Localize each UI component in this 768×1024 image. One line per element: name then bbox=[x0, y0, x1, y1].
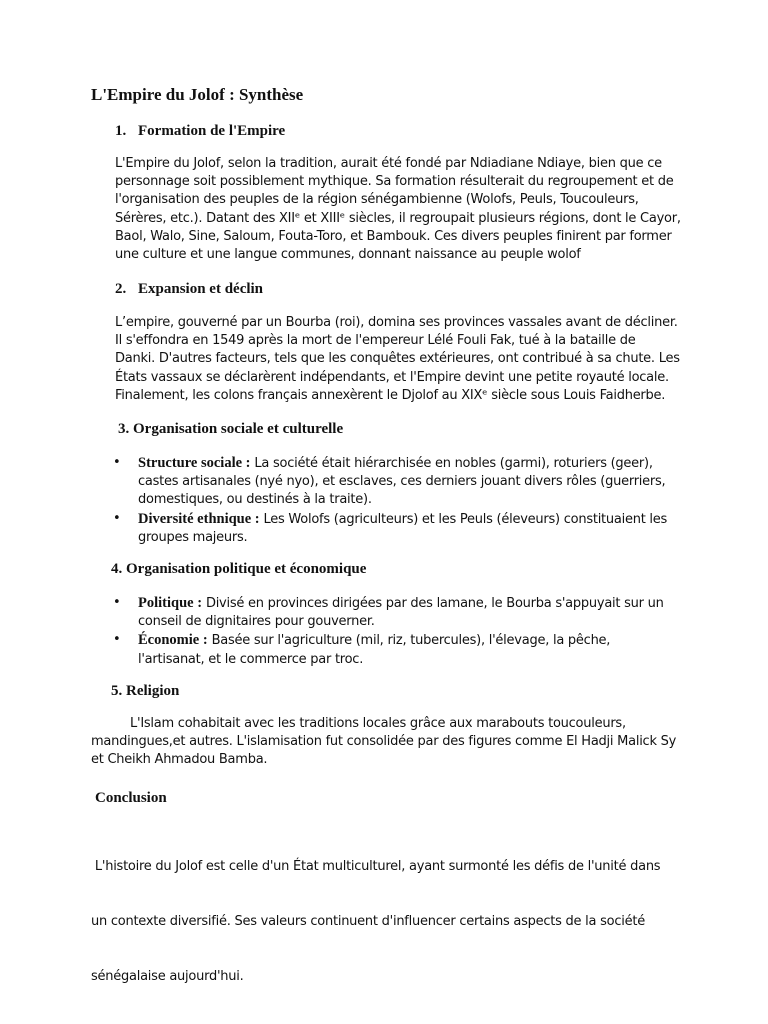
section-paragraph-expansion bbox=[115, 314, 680, 405]
paragraph-line: une culture et une langue communes, donnant naissance au peuple wolof bbox=[115, 247, 581, 263]
bullet-text: groupes majeurs. bbox=[138, 529, 248, 545]
section-paragraph-conclusion bbox=[91, 822, 660, 1022]
bullet-icon: • bbox=[113, 595, 121, 610]
bullet-text: Basée sur l'agriculture (mil, riz, tubercules), l'élevage, la pêche, bbox=[211, 633, 611, 649]
bullet-icon: • bbox=[113, 632, 121, 648]
section-paragraph-formation bbox=[115, 155, 681, 264]
bullet-text: La société était hiérarchisée en nobles (garmi), roturiers (geer), bbox=[254, 456, 653, 471]
bullet-text: l'artisanat, et le commerce par troc. bbox=[138, 651, 364, 667]
bullet-text: conseil de dignitaires pour gouverner. bbox=[138, 614, 375, 630]
bullet-text: domestiques, ou destinés à la traite). bbox=[138, 492, 372, 508]
paragraph-line: L'Empire du Jolof, selon la tradition, aurait été fondé par Ndiadiane Ndiaye, bien que ce bbox=[115, 156, 662, 171]
bullet-label: Structure sociale : bbox=[138, 455, 251, 471]
paragraph-line: Finalement, les colons français annexèrent le Djolof au XIXᵉ siècle sous Louis Faidherbe. bbox=[115, 387, 666, 403]
section-heading-politique: 4. Organisation politique et économique bbox=[111, 561, 367, 577]
paragraph-line: personnage soit possiblement mythique. Sa formation résulterait du regroupement et de bbox=[115, 174, 674, 190]
section-heading-religion: 5. Religion bbox=[111, 683, 180, 699]
bullet-list-social bbox=[113, 454, 713, 547]
section-paragraph-religion bbox=[91, 715, 676, 770]
bullet-text: Les Wolofs (agriculteurs) et les Peuls (éleveurs) constituaient les bbox=[263, 511, 668, 527]
section-heading-formation bbox=[115, 122, 285, 140]
bullet-list-politique bbox=[113, 594, 713, 669]
bullet-text: castes artisanales (nyé nyo), et esclaves, ces derniers jouant divers rôles (guerriers, bbox=[138, 474, 666, 490]
paragraph-line: États vassaux se déclarèrent indépendants, et l'Empire devint une petite royauté locale. bbox=[115, 369, 669, 385]
bullet-label: Diversité ethnique : bbox=[138, 510, 260, 527]
section-heading-social: 3. Organisation sociale et culturelle bbox=[118, 421, 344, 437]
bullet-icon: • bbox=[113, 510, 121, 526]
section-heading-text: Expansion et déclin bbox=[138, 281, 264, 297]
paragraph-line: et Cheikh Ahmadou Bamba. bbox=[91, 752, 268, 768]
paragraph-line: Baol, Walo, Sine, Saloum, Fouta-Toro, et Bambouk. Ces divers peuples finirent par former bbox=[115, 228, 672, 244]
list-item bbox=[113, 454, 713, 510]
paragraph-line: Sérères, etc.). Datant des XIIᵉ et XIIIᵉ siècles, il regroupait plusieurs régions, dont le Cayor, bbox=[115, 210, 681, 226]
bullet-label: Économie : bbox=[138, 632, 208, 649]
list-item bbox=[113, 631, 713, 668]
list-item bbox=[113, 510, 713, 547]
bullet-icon: • bbox=[113, 455, 121, 470]
section-heading-conclusion: Conclusion bbox=[95, 790, 167, 806]
paragraph-line bbox=[91, 715, 676, 733]
paragraph-line: L’empire, gouverné par un Bourba (roi), domina ses provinces vassales avant de décliner. bbox=[115, 315, 678, 330]
bullet-text: Divisé en provinces dirigées par des lamane, le Bourba s'appuyait sur un bbox=[205, 596, 664, 611]
section-number: 1. bbox=[115, 123, 127, 139]
paragraph-line: mandingues,et autres. L'islamisation fut consolidée par des figures comme El Hadji Malick Sy bbox=[91, 734, 677, 750]
list-item bbox=[113, 594, 713, 631]
paragraph-line: un contexte diversifié. Ses valeurs continuent d'influencer certains aspects de la société bbox=[91, 914, 645, 930]
paragraph-line: l'organisation des peuples de la région sénégambienne (Wolofs, Peuls, Toucouleurs, bbox=[115, 192, 639, 208]
paragraph-line: L'histoire du Jolof est celle d'un État multiculturel, ayant surmonté les défis de l'unité dans bbox=[91, 859, 661, 875]
paragraph-line: sénégalaise aujourd'hui. bbox=[91, 968, 244, 984]
paragraph-line-text: L'Islam cohabitait avec les traditions locales grâce aux marabouts toucouleurs, bbox=[130, 716, 626, 731]
section-heading-expansion bbox=[115, 280, 263, 298]
section-number: 2. bbox=[115, 281, 127, 297]
paragraph-line: Il s'effondra en 1549 après la mort de l'empereur Lélé Fouli Fak, tué à la bataille de bbox=[115, 333, 636, 349]
document-title: L'Empire du Jolof : Synthèse bbox=[91, 85, 304, 104]
section-heading-text: Formation de l'Empire bbox=[138, 123, 286, 139]
bullet-label: Politique : bbox=[138, 595, 203, 611]
paragraph-line: Danki. D'autres facteurs, tels que les conquêtes extérieures, ont contribué à sa chute. Les bbox=[115, 351, 680, 367]
